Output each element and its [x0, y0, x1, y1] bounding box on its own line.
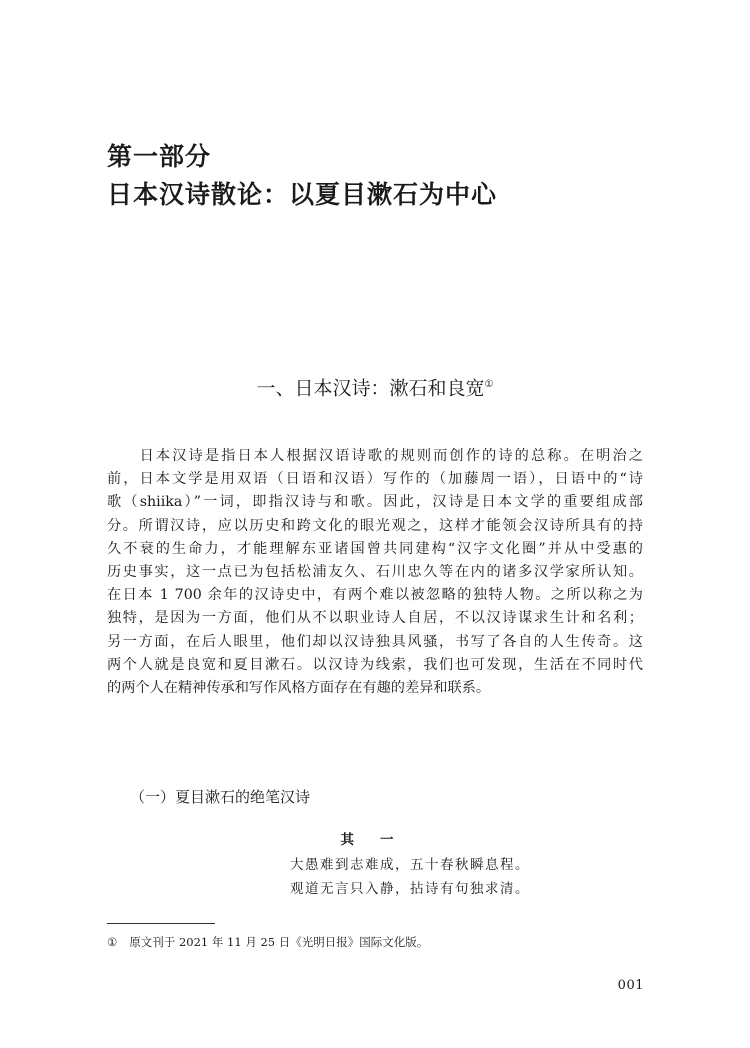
body-line: 在日本 1 700 余年的汉诗史中，有两个难以被忽略的独特人物。之所以称之为	[107, 587, 643, 604]
footnote-divider	[107, 923, 215, 924]
body-line: 歌（shiika）”一词，即指汉诗与和歌。因此，汉诗是日本文学的重要组成部	[107, 494, 643, 511]
body-line: 前，日本文学是用双语（日语和汉语）写作的（加藤周一语），日语中的“诗	[107, 471, 643, 488]
sub-heading: （一）夏目漱石的绝笔汉诗	[130, 788, 311, 806]
part-title-line-2: 日本汉诗散论：以夏目漱石为中心	[107, 180, 498, 209]
body-paragraph	[107, 445, 643, 700]
footnote	[107, 933, 428, 951]
body-line: 久不衰的生命力，才能理解东亚诸国曾共同建构“汉字文化圈”并从中受惠的	[107, 540, 643, 557]
body-line: 独特，是因为一方面，他们从不以职业诗人自居，不以汉诗谋求生计和名利；	[107, 610, 643, 627]
body-line: 历史事实，这一点已为包括松浦友久、石川忠久等在内的诸多汉学家所认知。	[107, 564, 643, 581]
poem-title: 其一	[340, 832, 420, 848]
body-line: 两个人就是良宽和夏目漱石。以汉诗为线索，我们也可发现，生活在不同时代	[107, 656, 643, 673]
footnote-marker: ①	[107, 935, 118, 949]
poem-line: 观道无言只入静，拈诗有句独求清。	[290, 881, 530, 897]
part-title	[107, 138, 497, 214]
poem-line: 大愚难到志难成，五十春秋瞬息程。	[290, 856, 530, 873]
footnote-reference: ①	[484, 379, 494, 390]
body-line: 分。所谓汉诗，应以历史和跨文化的眼光观之，这样才能领会汉诗所具有的持	[107, 517, 643, 534]
section-heading	[0, 370, 750, 403]
section-heading-text: 一、日本汉诗：漱石和良宽	[256, 377, 485, 400]
page-number: 001	[617, 978, 644, 993]
poem	[0, 828, 750, 902]
body-line: 另一方面，在后人眼里，他们却以汉诗独具风骚，书写了各自的人生传奇。这	[107, 633, 643, 650]
body-line: 的两个人在精神传承和写作风格方面存在有趣的差异和联系。	[107, 680, 491, 697]
body-line: 日本汉诗是指日本人根据汉语诗歌的规则而创作的诗的总称。在明治之	[107, 448, 643, 464]
part-title-line-1: 第一部分	[107, 142, 212, 171]
footnote-text: 原文刊于 2021 年 11 月 25 日《光明日报》国际文化版。	[129, 935, 429, 949]
